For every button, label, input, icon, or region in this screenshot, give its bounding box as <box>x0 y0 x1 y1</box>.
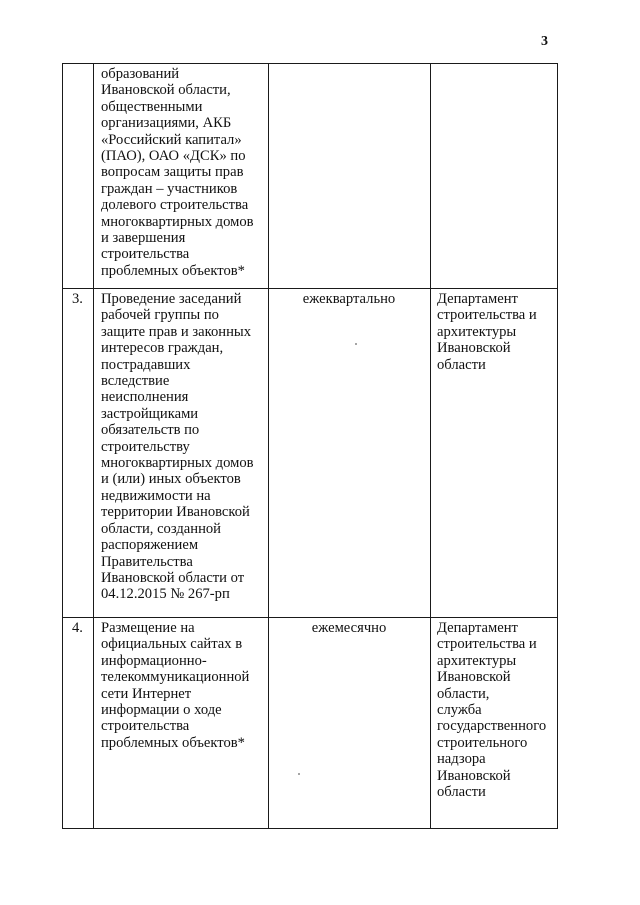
period-cell: ежеквартально <box>302 291 396 307</box>
responsible-cell: Департамент строительства и архитектуры Ивановской области, служба государственного строительного надзора Ивановской области <box>437 620 547 801</box>
row-divider-2 <box>62 617 558 618</box>
period-cell: ежемесячно <box>311 620 387 636</box>
column-divider-2 <box>268 63 269 829</box>
responsible-cell: Департамент строительства и архитектуры Ивановской области <box>437 291 537 373</box>
activity-cell: Размещение на официальных сайтах в информационно- телекоммуникационной сети Интернет информации о ходе строительства проблемных объектов* <box>101 620 250 751</box>
row-divider-1 <box>62 288 558 289</box>
column-divider-3 <box>430 63 431 829</box>
scan-speck <box>355 343 357 345</box>
column-divider-1 <box>93 63 94 829</box>
row-number: 3. <box>72 291 83 307</box>
scan-speck <box>298 773 300 775</box>
page-number: 3 <box>541 34 548 49</box>
row-number: 4. <box>72 620 83 636</box>
activity-cell: образований Ивановской области, общественными организациями, АКБ «Российский капитал» (ПАО), ОАО «ДСК» по вопросам защиты прав граждан – участников долевого строительства многоквартирных домов и завершения строительства проблемных объектов* <box>101 66 254 279</box>
activity-cell: Проведение заседаний рабочей группы по защите прав и законных интересов граждан, пострадавших вследствие неисполнения застройщиками обязательств по строительству многоквартирных домов и (или) иных объектов недвижимости на территории Ивановской области, созданной распоряжением Правительства Ивановской области от 04.12.2015 № 267-рп <box>101 291 254 603</box>
